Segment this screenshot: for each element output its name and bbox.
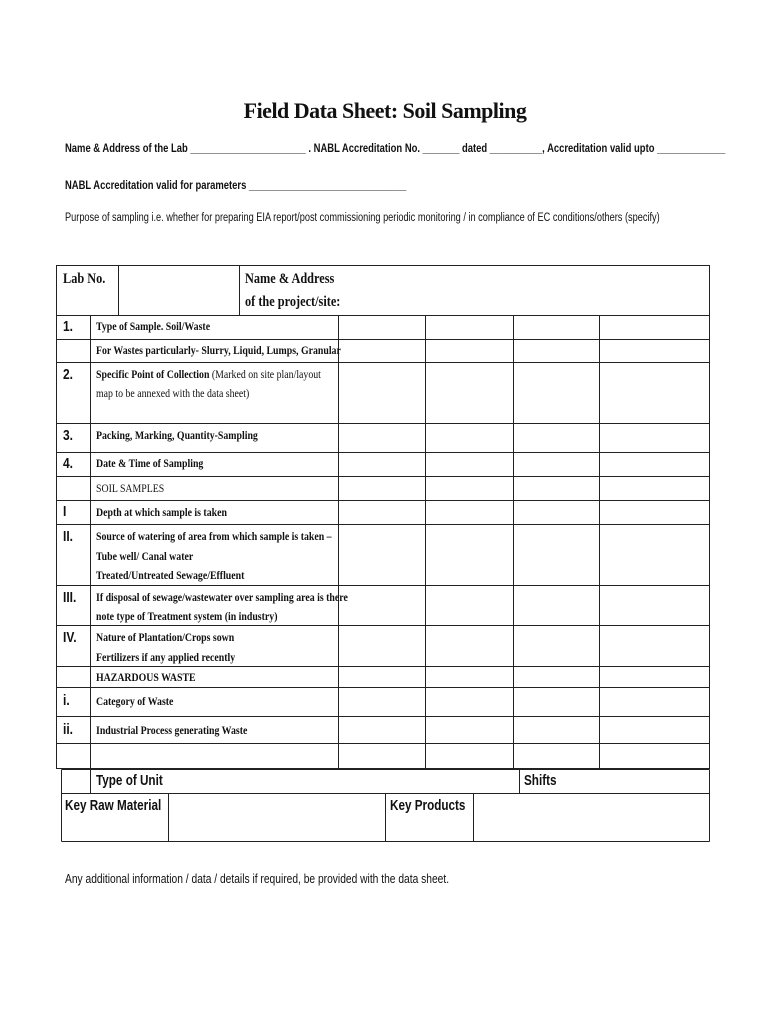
row-label-source-of-watering: Source of watering of area from which sample is taken –	[96, 529, 332, 543]
row-label-disposal-2: note type of Treatment system (in industry)	[96, 609, 278, 623]
row-label-plantation: Nature of Plantation/Crops sown	[96, 630, 235, 644]
row-label-industrial-process: Industrial Process generating Waste	[96, 723, 248, 737]
row-number: III.	[63, 589, 77, 606]
row-number: ii.	[63, 721, 74, 738]
row-number: IV.	[63, 629, 77, 646]
row-number: 3.	[63, 427, 74, 444]
row-label-wastes: For Wastes particularly- Slurry, Liquid, Lumps, Granular	[96, 343, 341, 357]
type-of-unit-label: Type of Unit	[96, 772, 163, 789]
name-address-header-1: Name & Address	[245, 271, 335, 287]
key-products-label: Key Products	[390, 797, 466, 814]
row-label-source-of-watering-2: Tube well/ Canal water	[96, 549, 194, 563]
row-label-category-of-waste: Category of Waste	[96, 694, 174, 708]
row-label-date-time: Date & Time of Sampling	[96, 456, 204, 470]
page-title: Field Data Sheet: Soil Sampling	[243, 98, 527, 123]
lab-accreditation-line: Name & Address of the Lab ______________________ . NABL Accreditation No. _______ dated __________, Accreditation valid upto _____________	[65, 143, 726, 155]
shifts-label: Shifts	[524, 772, 557, 789]
row-number: II.	[63, 528, 74, 545]
section-soil-samples: SOIL SAMPLES	[96, 481, 165, 495]
footer-note: Any additional information / data / details if required, be provided with the data sheet.	[65, 872, 450, 886]
row-label-plantation-2: Fertilizers if any applied recently	[96, 650, 236, 664]
row-label-packing: Packing, Marking, Quantity-Sampling	[96, 428, 258, 442]
row-label-depth: Depth at which sample is taken	[96, 505, 227, 519]
row-label-point-of-collection: Specific Point of Collection (Marked on site plan/layout	[96, 367, 321, 381]
row-label-source-of-watering-3: Treated/Untreated Sewage/Effluent	[96, 568, 245, 582]
row-label-type-of-sample: Type of Sample. Soil/Waste	[96, 319, 211, 333]
row-number: i.	[63, 692, 70, 709]
nabl-parameters-line: NABL Accreditation valid for parameters ______________________________	[65, 180, 407, 192]
section-hazardous-waste: HAZARDOUS WASTE	[96, 670, 196, 684]
row-number: I	[63, 503, 67, 520]
lab-no-header: Lab No.	[63, 271, 106, 287]
row-label-point-of-collection-2: map to be annexed with the data sheet)	[96, 386, 250, 400]
row-number: 4.	[63, 455, 74, 472]
name-address-header-2: of the project/site:	[245, 294, 341, 310]
key-raw-material-label: Key Raw Material	[65, 797, 162, 814]
purpose-line: Purpose of sampling i.e. whether for preparing EIA report/post commissioning periodic monitoring / in compliance of EC conditions/others (specify)	[65, 212, 660, 224]
row-number: 1.	[63, 318, 74, 335]
row-label-disposal: If disposal of sewage/wastewater over sampling area is there	[96, 590, 348, 604]
row-number: 2.	[63, 366, 74, 383]
